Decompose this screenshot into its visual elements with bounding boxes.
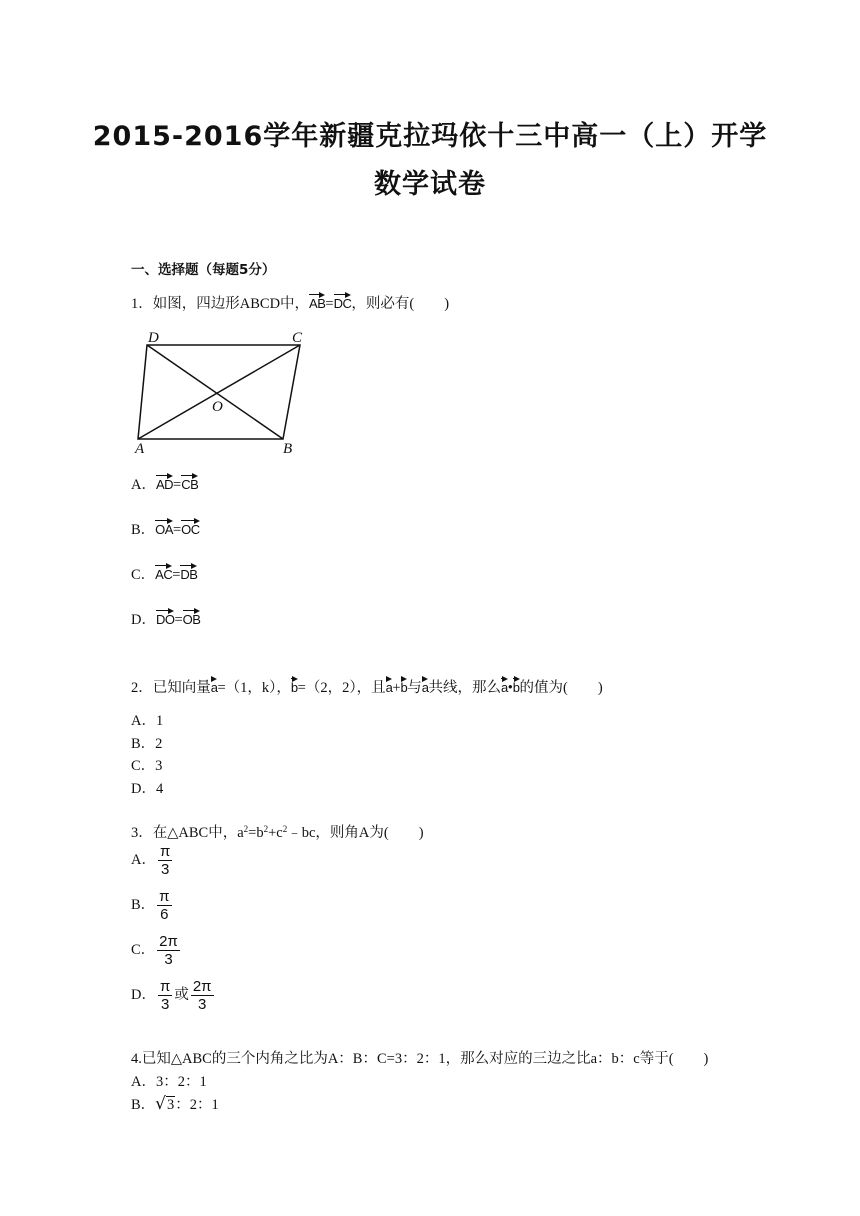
q3-text: 3．在△ABC中，a — [131, 825, 244, 841]
section-heading: 一、选择题（每题5分） — [131, 262, 276, 278]
vector-b: b — [401, 676, 408, 695]
numerator: π — [159, 978, 171, 995]
option-label: B． — [131, 1097, 156, 1113]
plus-sign: + — [392, 680, 401, 696]
label-b: B — [283, 441, 293, 457]
option-label: C． — [131, 941, 156, 958]
exponent: 2 — [263, 824, 269, 834]
q3-option-d[interactable] — [131, 978, 216, 1013]
q3-text: =b — [248, 825, 264, 841]
option-label: B． — [131, 896, 156, 913]
vector-a: a — [211, 676, 218, 695]
numerator: π — [159, 843, 171, 860]
q3-option-a[interactable] — [131, 843, 174, 878]
q4-option-a[interactable]: A．3：2：1 — [131, 1074, 207, 1090]
vector-ab: AB — [309, 292, 325, 311]
q1-option-a[interactable] — [131, 473, 198, 494]
q2-text: =（1，k）， — [217, 680, 291, 696]
vector-a: a — [386, 676, 393, 695]
label-o: O — [212, 399, 223, 415]
vector-a: a — [422, 676, 429, 695]
q2-text: 2．已知向量 — [131, 680, 211, 696]
vector-ac: AC — [155, 563, 172, 582]
vector-db: DB — [180, 563, 197, 582]
q2-option-d[interactable]: D．4 — [131, 781, 164, 797]
fraction — [158, 978, 172, 1013]
option-label: C． — [131, 567, 156, 583]
q3-option-b[interactable] — [131, 888, 174, 923]
equals-sign: = — [172, 567, 181, 583]
equals-sign: = — [174, 612, 183, 628]
exam-title-line2: 数学试卷 — [374, 169, 486, 200]
option-label: D． — [131, 986, 156, 1003]
label-c: C — [292, 330, 303, 346]
question-1 — [131, 292, 449, 313]
ratio-text: ：2：1 — [175, 1097, 219, 1113]
q2-option-a[interactable]: A．1 — [131, 713, 164, 729]
q3-text: +c — [268, 825, 283, 841]
q2-text: 的值为( — [519, 680, 568, 696]
option-label: A． — [131, 477, 156, 493]
denominator: 6 — [160, 906, 169, 923]
or-word: 或 — [174, 986, 189, 1003]
q2-paren-close: ) — [597, 680, 603, 696]
fraction — [157, 888, 171, 923]
denominator: 3 — [160, 996, 170, 1013]
vector-a: a — [501, 676, 508, 695]
fraction — [191, 978, 214, 1013]
denominator: 3 — [160, 861, 170, 878]
vector-oa: OA — [155, 518, 173, 537]
equals-sign: = — [325, 296, 334, 312]
q4-paren-close: ) — [703, 1051, 709, 1067]
equals-sign: = — [172, 522, 182, 538]
fraction — [157, 933, 180, 968]
vector-do: DO — [156, 608, 175, 627]
option-label: A． — [131, 851, 156, 868]
q1-paren-close: ) — [444, 296, 450, 312]
q4-option-b[interactable] — [131, 1093, 219, 1114]
dot-sign: • — [507, 680, 513, 696]
exponent: 2 — [282, 824, 288, 834]
radicand: 3 — [167, 1097, 175, 1113]
numerator: 2π — [192, 978, 212, 995]
denominator: 3 — [164, 951, 173, 968]
question-4 — [131, 1047, 708, 1068]
q1-text: 1．如图，四边形ABCD中， — [131, 296, 310, 312]
exam-title-line1: 2015-2016学年新疆克拉玛依十三中高一（上）开学 — [92, 121, 768, 152]
q1-option-d[interactable] — [131, 608, 200, 629]
q4-text: 4.已知△ABC的三个内角之比为A：B：C=3：2：1，那么对应的三边之比a：b：c等于( — [131, 1051, 674, 1067]
equals-sign: = — [173, 477, 182, 493]
q1-option-c[interactable] — [131, 563, 197, 584]
option-label: D． — [131, 612, 156, 628]
vector-b: b — [513, 676, 520, 695]
q3-text: ﹣bc，则角A为( — [287, 825, 389, 841]
vector-ad: AD — [156, 473, 173, 492]
parallelogram-figure — [130, 326, 320, 458]
sqrt-symbol: √3 — [155, 1094, 175, 1114]
q1-option-b[interactable] — [131, 518, 200, 539]
q2-text: =（2，2），且 — [297, 680, 386, 696]
q1-text-tail: ，则必有( — [351, 296, 415, 312]
numerator: π — [159, 888, 170, 905]
option-label: B． — [131, 522, 156, 538]
label-a: A — [135, 441, 145, 457]
q2-option-b[interactable]: B．2 — [131, 736, 163, 752]
vector-oc: OC — [181, 518, 200, 537]
question-3 — [131, 821, 424, 842]
vector-cb: CB — [181, 473, 198, 492]
fraction — [158, 843, 172, 878]
vector-ob: OB — [183, 608, 201, 627]
q2-text: 共线，那么 — [428, 680, 501, 696]
exponent: 2 — [243, 824, 249, 834]
q2-option-c[interactable]: C．3 — [131, 758, 163, 774]
q2-text: 与 — [407, 680, 422, 696]
q3-option-c[interactable] — [131, 933, 182, 968]
denominator: 3 — [198, 996, 207, 1013]
q3-paren-close: ) — [418, 825, 424, 841]
label-d: D — [148, 330, 159, 346]
vector-b: b — [291, 676, 298, 695]
vector-dc: DC — [334, 292, 352, 311]
numerator: 2π — [159, 933, 178, 950]
question-2 — [131, 676, 603, 697]
